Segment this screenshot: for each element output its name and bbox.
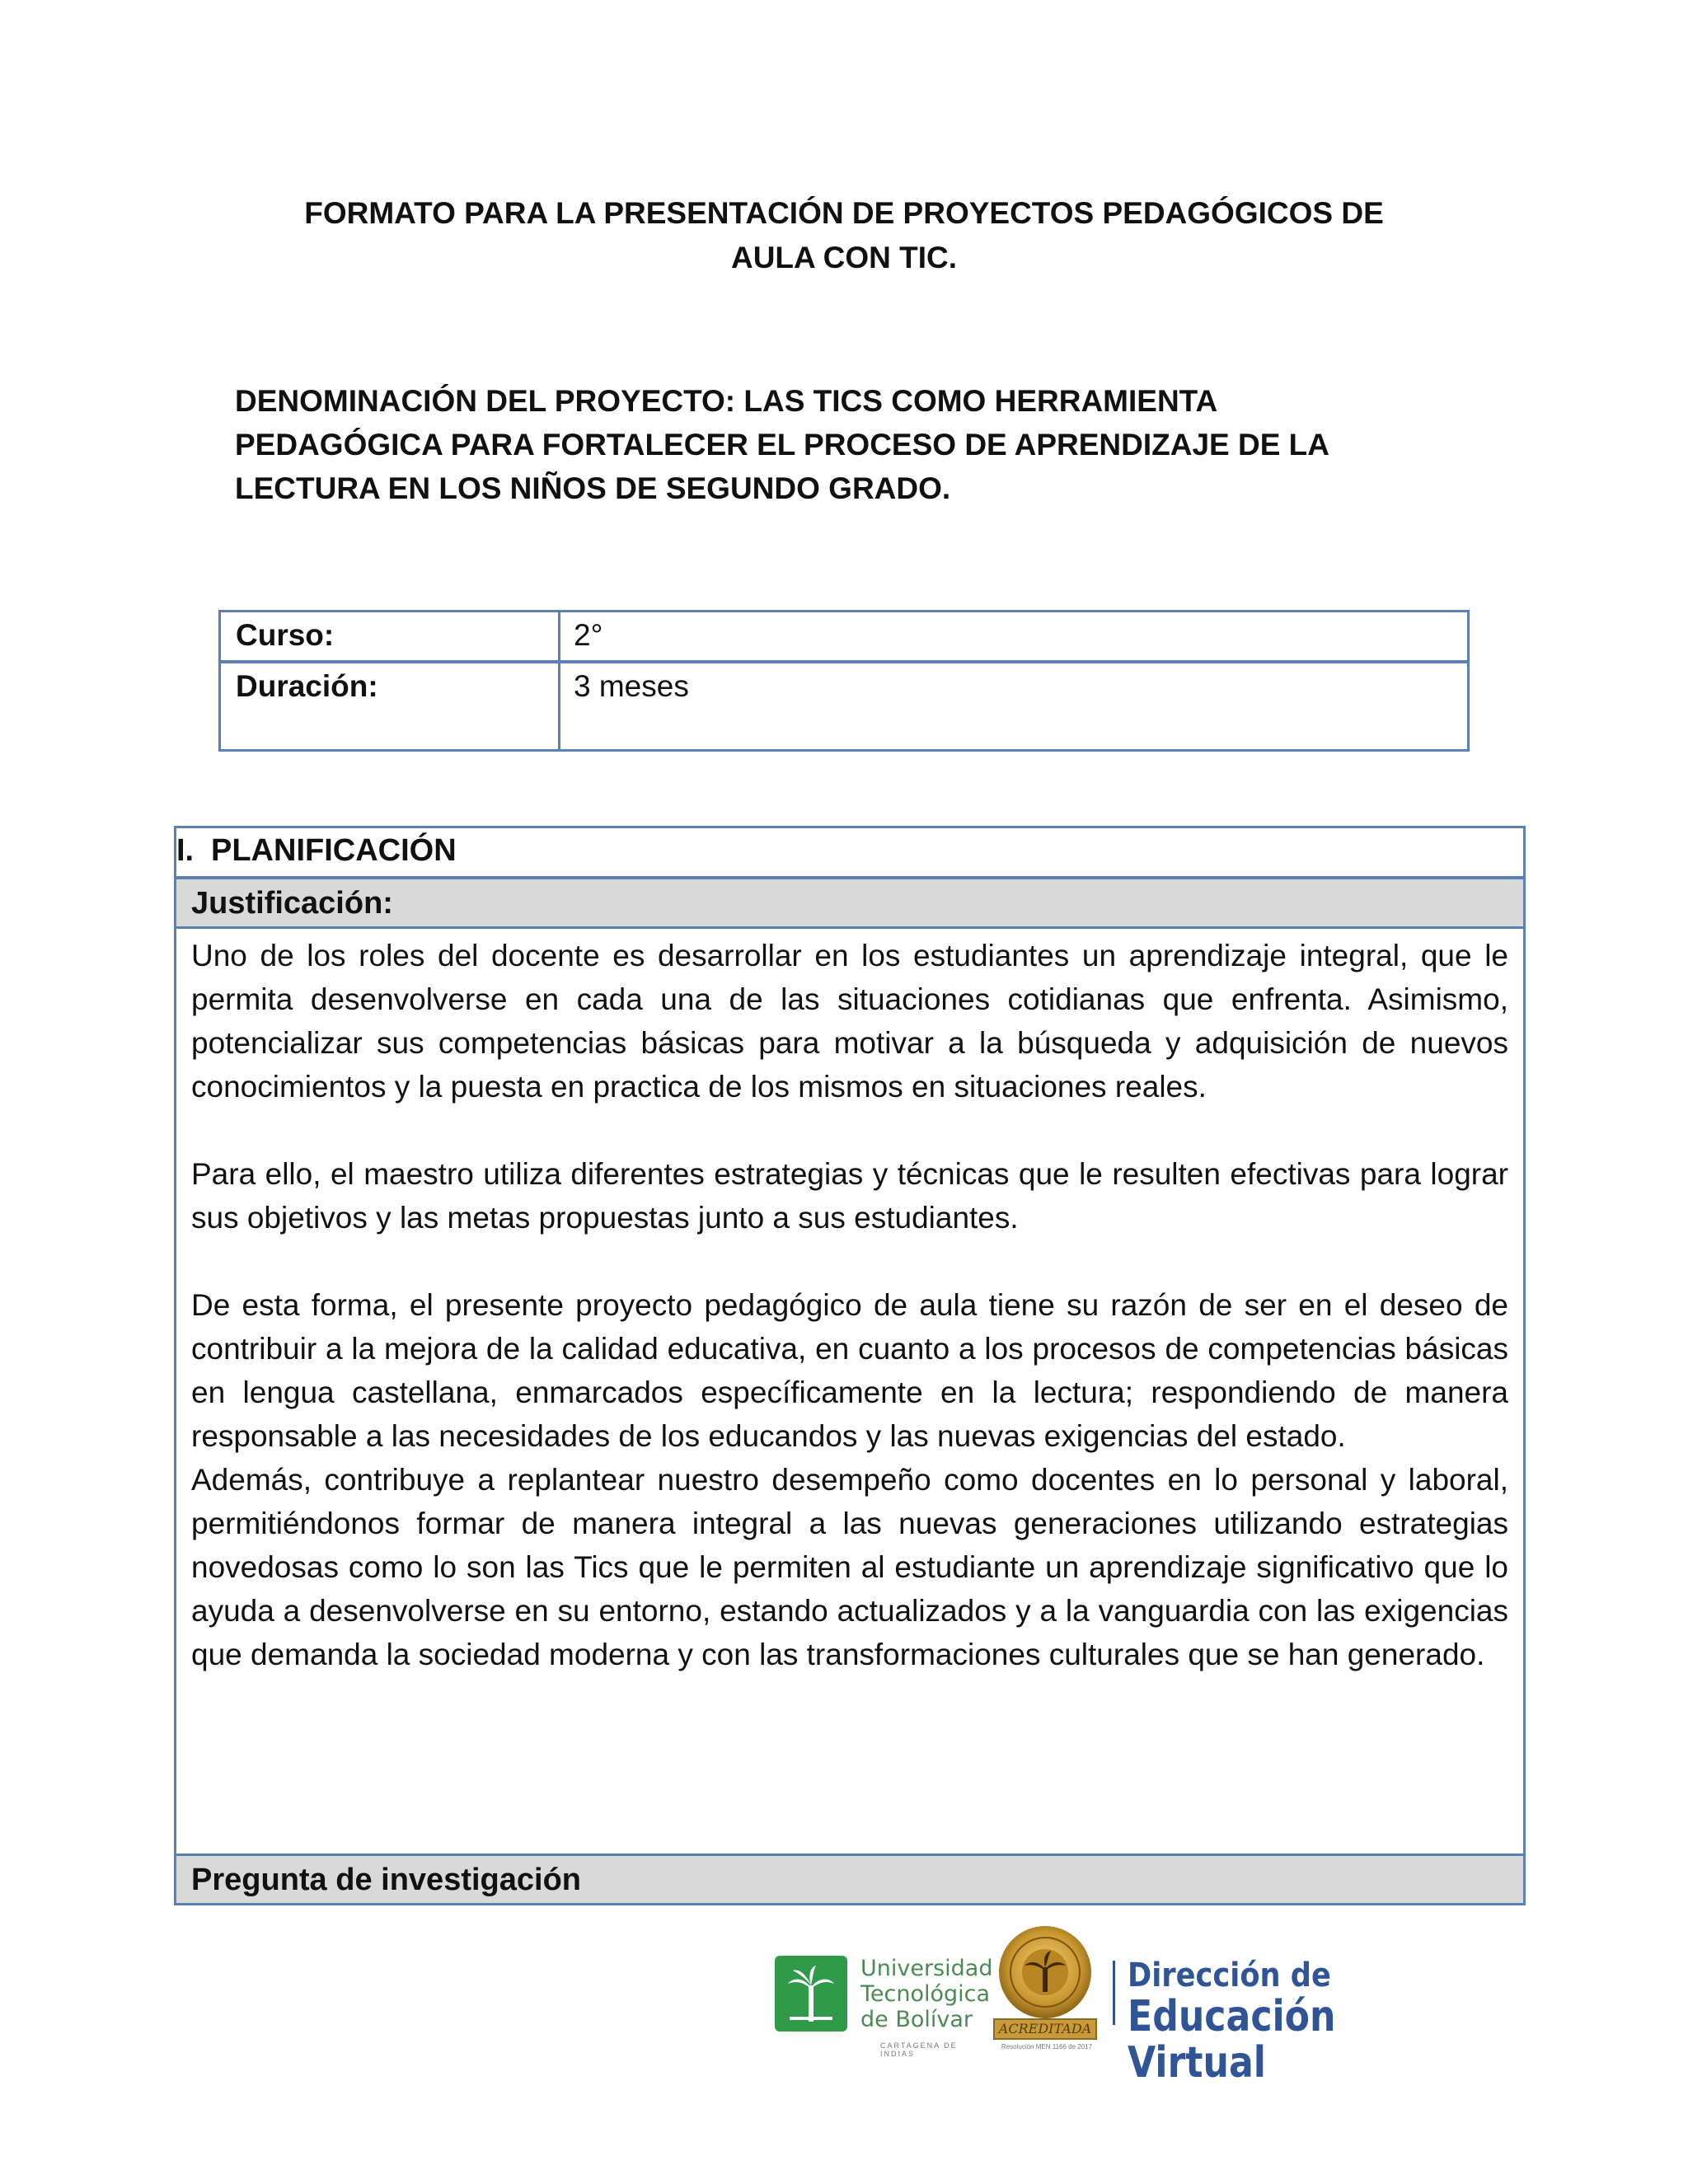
paragraph: Para ello, el maestro utiliza diferentes estrategias y técnicas que le resulten efectivas para lograr sus objetivos y las metas propuestas junto a sus estudiantes. xyxy=(191,1157,1508,1235)
planning-section xyxy=(174,826,1526,1905)
paragraph: De esta forma, el presente proyecto pedagógico de aula tiene su razón de ser en el deseo de contribuir a la mejora de la calidad educativa, en cuanto a los procesos de competencias básicas en lengua castellana, enmarcados específicamente en la lectura; respondiendo de manera responsable a las necesidades de los educandos y las nuevas exigencias del estado. xyxy=(191,1288,1508,1453)
utb-name xyxy=(860,1956,992,2032)
seal-icon xyxy=(993,1924,1097,2020)
justification-text xyxy=(191,934,1508,1676)
virtual-education-logo xyxy=(1128,1957,1467,2086)
planning-header xyxy=(176,828,1523,879)
research-question-heading: Pregunta de investigación xyxy=(176,1854,1523,1903)
dept-line: Dirección de xyxy=(1128,1957,1331,1994)
utb-name-line: de Bolívar xyxy=(860,2007,973,2032)
accreditation-seal xyxy=(993,1924,1100,2056)
paragraph: Además, contribuye a replantear nuestro desempeño como docentes en lo personal y laboral, permitiéndonos formar de manera integral a las nuevas generaciones utilizando estrategias novedosas como lo son las Tics que le permiten al estudiante un aprendizaje significativo que lo ayuda a desenvolverse en su entorno, estando actualizados y a la vanguardia con las exigencias que demanda la sociedad moderna y con las transformaciones culturales que se han generado. xyxy=(191,1463,1508,1671)
duration-label: Duración: xyxy=(221,663,560,749)
dept-line: Educación Virtual xyxy=(1128,1992,1336,2088)
utb-name-line: Tecnológica xyxy=(860,1981,991,2007)
duration-value: 3 meses xyxy=(574,669,689,703)
justification-heading: Justificación: xyxy=(176,879,1523,929)
course-label: Curso: xyxy=(221,612,560,660)
course-value: 2° xyxy=(574,618,603,652)
project-name xyxy=(235,379,1479,510)
course-info-table xyxy=(218,610,1470,752)
seal-caption: ACREDITADA xyxy=(993,2018,1097,2040)
utb-city: CARTAGENA DE INDIAS xyxy=(880,2041,958,2058)
logo-divider xyxy=(1113,1961,1115,2025)
utb-name-line: Universidad xyxy=(860,1956,993,1981)
document-title xyxy=(198,191,1490,280)
palm-tree-icon xyxy=(775,1956,847,2032)
utb-logo xyxy=(775,1956,993,2058)
table-row xyxy=(221,663,1467,749)
project-name-line: DENOMINACIÓN DEL PROYECTO: LAS TICS COMO HERRAMIENTA xyxy=(235,384,1218,418)
section-number: I. xyxy=(176,833,195,868)
paragraph: Uno de los roles del docente es desarrollar en los estudiantes un aprendizaje integral, que le permita desenvolverse en cada una de las situaciones cotidianas que enfrenta. Asimismo, potencializar sus competencias básicas para motivar a la búsqueda y adquisición de nuevos conocimientos y la puesta en practica de los mismos en situaciones reales. xyxy=(191,939,1508,1104)
document-title-line: AULA CON TIC. xyxy=(730,241,958,274)
footer-logos xyxy=(775,1924,1467,2088)
project-name-line: LECTURA EN LOS NIÑOS DE SEGUNDO GRADO. xyxy=(235,471,951,505)
section-title: PLANIFICACIÓN xyxy=(211,833,457,868)
document-title-line: FORMATO PARA LA PRESENTACIÓN DE PROYECTOS PEDAGÓGICOS DE xyxy=(304,196,1384,230)
project-name-line: PEDAGÓGICA PARA FORTALECER EL PROCESO DE APRENDIZAJE DE LA xyxy=(235,428,1330,462)
seal-note: Resolución MEN 1166 de 2017 xyxy=(1001,2043,1093,2050)
table-row xyxy=(221,612,1467,663)
